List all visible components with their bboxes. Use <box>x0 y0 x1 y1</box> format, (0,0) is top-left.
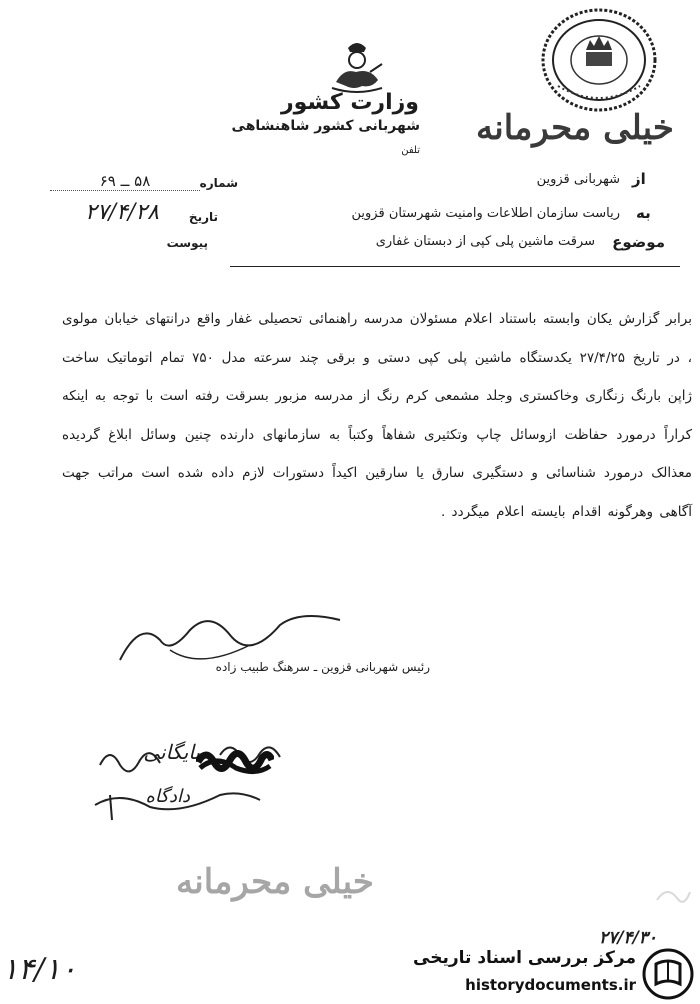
redaction-scribble-icon <box>196 746 274 778</box>
signature-line: رئیس شهربانی قزوین ـ سرهنگ طبیب زاده <box>215 660 430 674</box>
circular-seal-icon <box>538 6 660 114</box>
attachment-label: پیوست <box>166 236 208 250</box>
ministry-title: وزارت کشور <box>281 90 419 115</box>
to-label: به <box>636 204 651 222</box>
date-value: ۲۷/۴/۲۸ <box>85 200 159 225</box>
police-title: شهربانی کشور شاهنشاهی <box>231 118 420 134</box>
header-divider <box>230 266 680 267</box>
from-value: شهربانی قزوین <box>536 172 620 187</box>
to-value: ریاست سازمان اطلاعات وامنیت شهرستان قزوین <box>351 206 620 221</box>
faint-mark-icon <box>652 880 692 910</box>
number-value: ۵۸ ــ ۶۹ <box>50 172 200 191</box>
subject-value: سرقت ماشین پلی کپی از دبستان غفاری <box>375 234 595 249</box>
subject-label: موضوع <box>612 233 665 251</box>
handwritten-note-line1: بایگانی <box>143 740 200 764</box>
classification-stamp-top: خیلی محرمانه <box>476 108 674 148</box>
watermark-title: مرکز بررسی اسناد تاریخی <box>413 948 636 968</box>
number-label: شماره <box>199 176 238 190</box>
from-label: از <box>632 170 646 188</box>
handwritten-date: ۲۷/۴/۳۰ <box>598 928 658 948</box>
classification-stamp-bottom: خیلی محرمانه <box>176 862 374 902</box>
handwritten-corner-number: ۱۴/۱۰ <box>2 952 77 987</box>
date-label: تاریخ <box>188 210 218 224</box>
body-text: برابر گزارش یکان وابسته باستناد اعلام مسئولان مدرسه راهنمائی تحصیلی غفار واقع درانتهای خیابان مولوی ، در تاریخ ۲۷/۴/۲۵ یکدستگاه ماشین پلی کپی دستی و برقی چند سرعته مدل ۷۵۰ تمام اتوماتیک ساخت ژاپن بارنگ زنگاری وخاکستری وجلد مشمعی کرم رنگ از مدرسه مزبور بسرقت رفته است با توجه به اینکه کراراً درمورد حفاظت ازوسائل چاپ وتکثیری شفاهاً وکتباً به سازمانهای دارنده چنین وسائل ابلاغ گردیده معذالک درمورد شناسائی و دستگیری سارق یا سارقین اکیداً دستورات لازم داده شده است مراتب جهت آگاهی وهرگونه اقدام بایسته اعلام میگردد . <box>62 311 692 520</box>
lion-and-sun-emblem-icon <box>326 38 388 96</box>
watermark-url: historydocuments.ir <box>465 976 636 994</box>
archive-logo-icon <box>642 948 694 1000</box>
handwritten-note-line2: دادگاه <box>145 786 190 807</box>
phone-label: تلفن <box>401 145 420 156</box>
watermark <box>410 942 700 1004</box>
